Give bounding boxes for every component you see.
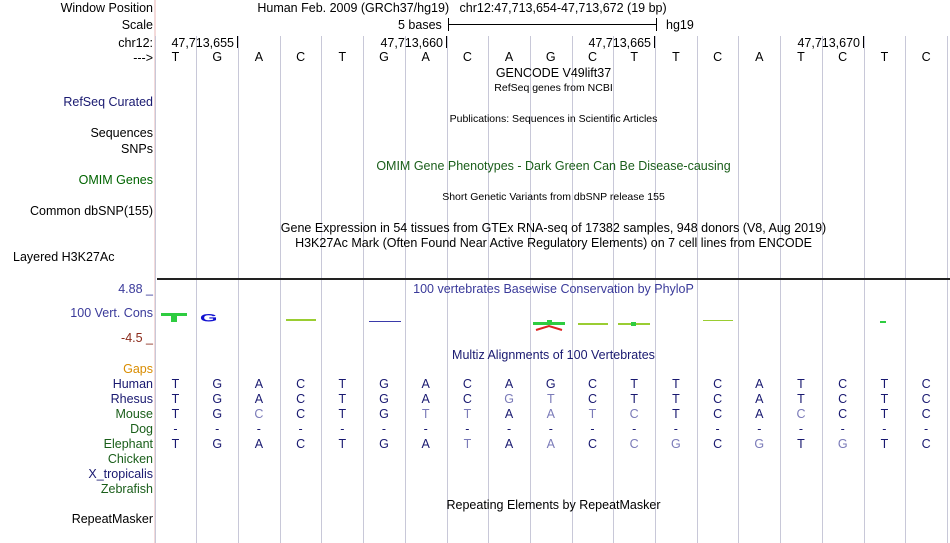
reference-base: T bbox=[880, 50, 889, 64]
phylop-bar bbox=[703, 320, 733, 321]
species-base: C bbox=[587, 437, 598, 451]
species-base: T bbox=[672, 377, 680, 391]
species-base: G bbox=[379, 392, 389, 406]
reference-base: C bbox=[296, 50, 306, 64]
species-base: G bbox=[379, 377, 389, 391]
species-base: A bbox=[504, 377, 514, 391]
reference-base: A bbox=[755, 50, 764, 64]
track-label-refseq-curated[interactable]: RefSeq Curated bbox=[63, 95, 153, 109]
species-base: T bbox=[338, 392, 347, 406]
species-label[interactable]: Mouse bbox=[115, 407, 153, 421]
species-base: T bbox=[463, 407, 472, 421]
conservation-max-label: 4.88 _ bbox=[118, 282, 153, 296]
species-base: - bbox=[215, 422, 220, 436]
species-base: T bbox=[797, 377, 805, 391]
species-base: - bbox=[757, 422, 762, 436]
gtex-track-title: Gene Expression in 54 tissues from GTEx RNA-seq of 17382 samples, 948 donors (V8, Aug 2019) bbox=[280, 221, 827, 235]
species-base: G bbox=[671, 437, 681, 451]
species-base: T bbox=[463, 437, 472, 451]
reference-base: C bbox=[921, 50, 931, 64]
species-label[interactable]: Dog bbox=[130, 422, 153, 436]
reference-base: T bbox=[630, 50, 638, 64]
species-base: T bbox=[546, 392, 555, 406]
phylop-bar bbox=[631, 322, 636, 326]
track-label-gaps[interactable]: Gaps bbox=[123, 362, 153, 376]
h3k27ac-track-title: H3K27Ac Mark (Often Found Near Active Regulatory Elements) on 7 cell lines from ENCODE bbox=[295, 236, 812, 250]
reference-base: C bbox=[838, 50, 848, 64]
track-label-layered-h3k27ac[interactable]: Layered H3K27Ac bbox=[13, 250, 115, 264]
species-base: C bbox=[629, 437, 639, 451]
species-base: - bbox=[882, 422, 887, 436]
species-base: C bbox=[296, 377, 306, 391]
reference-base: G bbox=[212, 50, 223, 64]
reference-base: T bbox=[672, 50, 680, 64]
conservation-min-label: -4.5 _ bbox=[121, 331, 153, 345]
species-base: C bbox=[629, 407, 639, 421]
refseq-track-title: RefSeq genes from NCBI bbox=[494, 82, 613, 94]
window-position-text: Human Feb. 2009 (GRCh37/hg19) chr12:47,713,654-47,713,672 (19 bp) bbox=[257, 1, 667, 15]
species-base: T bbox=[171, 377, 180, 391]
species-base: G bbox=[379, 407, 389, 421]
species-base: G bbox=[212, 437, 223, 451]
species-base: G bbox=[212, 392, 223, 406]
track-label-repeatmasker[interactable]: RepeatMasker bbox=[71, 512, 153, 526]
coordinate-label: 47,713,665 bbox=[588, 36, 651, 50]
species-base: T bbox=[338, 437, 347, 451]
reference-base: C bbox=[587, 50, 598, 64]
species-base: A bbox=[755, 407, 764, 421]
phylop-bar bbox=[547, 320, 552, 325]
species-base: T bbox=[880, 377, 889, 391]
species-base: T bbox=[630, 377, 638, 391]
scale-label: Scale bbox=[121, 18, 153, 32]
repeatmasker-track-title: Repeating Elements by RepeatMasker bbox=[446, 498, 661, 512]
species-base: T bbox=[421, 407, 430, 421]
window-position-label: Window Position bbox=[60, 1, 153, 15]
species-base: G bbox=[212, 407, 223, 421]
phylop-logo-letter: G bbox=[200, 311, 218, 325]
scale-bar-left-tick bbox=[448, 18, 449, 31]
coordinate-label: 47,713,670 bbox=[797, 36, 860, 50]
species-base: C bbox=[838, 377, 848, 391]
track-label-common-dbsnp[interactable]: Common dbSNP(155) bbox=[30, 204, 153, 218]
chromosome-label: chr12: bbox=[118, 36, 153, 50]
species-base: G bbox=[545, 377, 556, 391]
reference-base: A bbox=[254, 50, 264, 64]
species-label[interactable]: Chicken bbox=[107, 452, 153, 466]
species-base: C bbox=[587, 377, 598, 391]
species-label[interactable]: Zebrafish bbox=[100, 482, 153, 496]
omim-phenotypes-track-title: OMIM Gene Phenotypes - Dark Green Can Be Disease-causing bbox=[376, 159, 731, 173]
species-base: C bbox=[254, 407, 264, 421]
phylop-bar bbox=[171, 313, 177, 322]
species-base: C bbox=[838, 407, 848, 421]
species-base: T bbox=[672, 407, 680, 421]
species-base: T bbox=[338, 377, 347, 391]
species-base: C bbox=[587, 392, 598, 406]
species-base: - bbox=[173, 422, 178, 436]
coordinate-tick bbox=[654, 36, 655, 48]
phylop-bar bbox=[161, 313, 187, 316]
species-base: - bbox=[673, 422, 678, 436]
species-base: C bbox=[462, 392, 472, 406]
species-base: C bbox=[921, 407, 931, 421]
species-base: A bbox=[254, 377, 264, 391]
species-base: - bbox=[298, 422, 303, 436]
species-base: A bbox=[421, 377, 430, 391]
species-base: G bbox=[379, 437, 389, 451]
species-base: C bbox=[713, 407, 723, 421]
publications-track-title: Publications: Sequences in Scientific Articles bbox=[449, 113, 658, 125]
species-base: C bbox=[713, 437, 723, 451]
species-base: C bbox=[296, 437, 306, 451]
species-base: T bbox=[880, 407, 889, 421]
species-base: T bbox=[171, 407, 180, 421]
phylop-bar bbox=[286, 319, 316, 321]
phylop-bar bbox=[578, 323, 608, 325]
species-label[interactable]: X_tropicalis bbox=[88, 467, 153, 481]
species-base: A bbox=[504, 437, 514, 451]
species-base: - bbox=[256, 422, 261, 436]
coordinate-tick bbox=[863, 36, 864, 48]
species-base: C bbox=[296, 407, 306, 421]
coordinate-tick bbox=[237, 36, 238, 48]
species-label[interactable]: Elephant bbox=[103, 437, 153, 451]
reference-base: C bbox=[462, 50, 472, 64]
scale-text: 5 bases bbox=[398, 18, 442, 32]
species-base: - bbox=[632, 422, 637, 436]
species-base: - bbox=[798, 422, 804, 436]
species-base: - bbox=[507, 422, 512, 436]
gencode-track-title: GENCODE V49lift37 bbox=[495, 66, 612, 80]
track-separator bbox=[157, 278, 950, 280]
species-base: - bbox=[715, 422, 720, 436]
species-base: C bbox=[796, 407, 806, 421]
species-base: - bbox=[548, 422, 553, 436]
species-base: - bbox=[590, 422, 595, 436]
species-base: T bbox=[880, 392, 889, 406]
species-base: A bbox=[254, 437, 264, 451]
reference-base: T bbox=[171, 50, 180, 64]
species-base: C bbox=[921, 392, 931, 406]
reference-base: T bbox=[338, 50, 347, 64]
scale-assembly: hg19 bbox=[666, 18, 694, 32]
reference-base: T bbox=[797, 50, 805, 64]
species-base: - bbox=[381, 422, 387, 436]
species-base: - bbox=[840, 422, 845, 436]
species-base: - bbox=[340, 422, 345, 436]
phylop-bar bbox=[369, 321, 401, 322]
species-base: C bbox=[713, 392, 723, 406]
reference-base: A bbox=[421, 50, 430, 64]
multiz-track-title: Multiz Alignments of 100 Vertebrates bbox=[452, 348, 655, 362]
phylop-bar bbox=[618, 323, 650, 325]
species-base: T bbox=[630, 392, 638, 406]
species-base: G bbox=[754, 437, 765, 451]
species-base: T bbox=[588, 407, 597, 421]
strand-label: ---> bbox=[133, 51, 153, 65]
phylop-track-title: 100 vertebrates Basewise Conservation by PhyloP bbox=[413, 282, 694, 296]
scale-bar-right-tick bbox=[656, 18, 657, 31]
species-base: T bbox=[338, 407, 347, 421]
species-base: A bbox=[504, 407, 514, 421]
phylop-bar bbox=[880, 321, 886, 323]
species-base: T bbox=[797, 392, 805, 406]
species-base: A bbox=[421, 437, 430, 451]
species-base: C bbox=[296, 392, 306, 406]
track-label-100-vert-cons[interactable]: 100 Vert. Cons bbox=[70, 306, 153, 320]
species-base: A bbox=[755, 392, 764, 406]
species-base: G bbox=[504, 392, 514, 406]
species-base: T bbox=[672, 392, 680, 406]
species-base: - bbox=[423, 422, 428, 436]
species-base: T bbox=[171, 437, 180, 451]
dbsnp-track-title: Short Genetic Variants from dbSNP release 155 bbox=[442, 191, 665, 203]
species-base: G bbox=[212, 377, 223, 391]
species-base: C bbox=[462, 377, 472, 391]
species-base: C bbox=[713, 377, 723, 391]
species-base: A bbox=[421, 392, 430, 406]
phylop-bar bbox=[536, 326, 562, 330]
phylop-bar bbox=[533, 322, 565, 325]
species-base: A bbox=[254, 392, 264, 406]
species-base: A bbox=[546, 407, 555, 421]
reference-base: G bbox=[545, 50, 556, 64]
coordinate-tick bbox=[446, 36, 447, 48]
reference-base: G bbox=[379, 50, 389, 64]
track-label-omim-genes[interactable]: OMIM Genes bbox=[78, 173, 153, 187]
species-label[interactable]: Rhesus bbox=[110, 392, 153, 406]
species-base: G bbox=[837, 437, 848, 451]
species-base: - bbox=[924, 422, 929, 436]
reference-base: C bbox=[713, 50, 723, 64]
species-base: C bbox=[838, 392, 848, 406]
reference-base: A bbox=[504, 50, 514, 64]
coordinate-label: 47,713,655 bbox=[171, 36, 234, 50]
species-base: T bbox=[797, 437, 805, 451]
track-label-snps[interactable]: SNPs bbox=[121, 142, 153, 156]
species-base: - bbox=[465, 422, 470, 436]
species-base: C bbox=[921, 437, 931, 451]
track-label-sequences[interactable]: Sequences bbox=[90, 126, 153, 140]
species-base: T bbox=[880, 437, 889, 451]
species-base: T bbox=[171, 392, 180, 406]
species-base: A bbox=[755, 377, 764, 391]
coordinate-label: 47,713,660 bbox=[380, 36, 443, 50]
scale-bar bbox=[448, 24, 657, 25]
species-base: C bbox=[921, 377, 931, 391]
species-label[interactable]: Human bbox=[112, 377, 153, 391]
species-base: A bbox=[546, 437, 555, 451]
